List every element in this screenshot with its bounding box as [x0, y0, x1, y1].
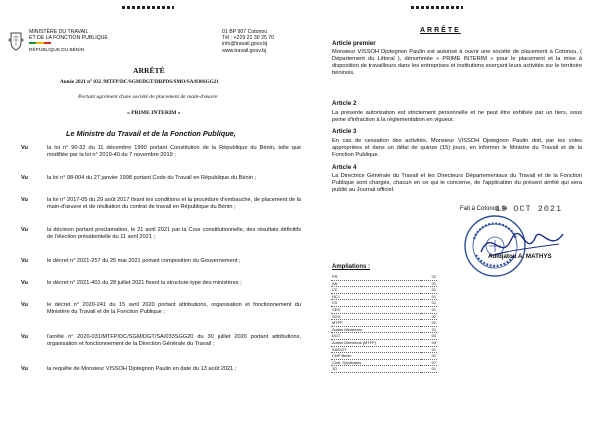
- ampliation-recipient: JO: [331, 366, 421, 373]
- ampliation-recipient: SGG: [331, 313, 421, 320]
- ampliation-row: [331, 293, 437, 300]
- decree-number: Année 2021 n° 032 /MTFP/DC/SGM/DGT/DRPDS/SMO/SA/030SGG21: [60, 79, 219, 85]
- ampliation-recipient: CC: [331, 287, 421, 294]
- ampliation-count: 04: [421, 339, 437, 346]
- ampliation-count: 02: [421, 353, 437, 360]
- consideration-text: la loi n° 90-32 du 11 décembre 1990 portant Constitution de la République du Bénin, telle que modifiée par la loi n° 2019-40 du 7 novembre 2019 ;: [47, 145, 301, 158]
- ampliation-recipient: HCJ: [331, 293, 421, 300]
- flag-stripe-icon: [29, 42, 51, 44]
- consideration-label: Vu: [21, 366, 28, 372]
- ampliations-table: [331, 274, 437, 373]
- ampliation-recipient: Autres Directions (MTFP): [331, 339, 421, 346]
- ampliation-count: 21: [421, 326, 437, 333]
- consideration-item: [21, 227, 301, 241]
- ampliation-row: [331, 339, 437, 346]
- consideration-item: [21, 145, 301, 159]
- consideration-label: Vu: [21, 280, 28, 286]
- contact-website: www.travail.gouv.bj: [222, 47, 267, 54]
- ampliation-row: [331, 280, 437, 287]
- consideration-item: [21, 366, 301, 373]
- contact-block: [222, 29, 274, 54]
- ampliation-count: 02: [421, 320, 437, 327]
- ampliation-recipient: Conf. Syndicales: [331, 359, 421, 366]
- article-heading: Article 4: [332, 164, 357, 171]
- consideration-item: [21, 258, 301, 265]
- consideration-text: la loi n° 2017-05 du 29 août 2017 fixant les conditions et la procédure d'embauche, de placement de la main-d'œuvre et de résiliation du contrat de travail en République du Bénin ;: [47, 197, 301, 210]
- ampliation-count: 07: [421, 359, 437, 366]
- article-text: Monsieur VISSOH Djotegnon Paulin est autorisé à ouvrir une société de placement à Cotonou, ( Département du Littoral ), dénommée « PRIME INTERIM » pour le placement et la mise à disposition de travailleurs dans les entreprises et institutions exerçant leurs activités sur le territoire béninois.: [332, 49, 582, 76]
- ampliation-row: [331, 300, 437, 307]
- article-text: La présente autorisation est strictement personnelle et ne peut être exhibée par un tiers, sous peine d'infraction à la réglementation en vigueur.: [332, 110, 582, 123]
- consideration-label: Vu: [21, 227, 28, 233]
- ampliation-row: [331, 359, 437, 366]
- ampliation-recipient: AN: [331, 280, 421, 287]
- ampliation-count: 01: [421, 293, 437, 300]
- consideration-item: [21, 280, 301, 287]
- consideration-item: [21, 175, 301, 182]
- consideration-text: le décret n° 2021-257 du 25 mai 2021 portant composition du Gouvernement ;: [47, 258, 241, 264]
- ampliation-count: 04: [421, 333, 437, 340]
- consideration-item: [21, 302, 301, 316]
- signature-place: Fait à Cotonou, le: [460, 206, 508, 212]
- company-label: « PRIME INTERIM »: [127, 110, 181, 116]
- consideration-text: le décret n° 2020-241 du 15 avril 2020 portant attributions, organisation et fonctionnement du Ministère du Travail et de la Fonction Publique ;: [47, 302, 301, 315]
- article-text: La Directrice Générale du Travail et les Directeurs Départementaux du Travail et de la Fonction Publique sont chargés, chacun en ce qui le concerne, de l'application du présent arrêté qui sera publié au Journal officiel.: [332, 173, 582, 193]
- ampliation-row: [331, 366, 437, 373]
- ampliation-count: 01: [421, 306, 437, 313]
- consideration-item: [21, 334, 301, 348]
- contact-email: info@travail.gouv.bj: [222, 41, 268, 48]
- article-text: En cas de cessation des activités, Monsieur VISSOH Djotegnon Paulin doit, par les voies appropriées et dans un délai de quinze (15) jours, en informer le Ministre du Travail et de la Fonction Publique.: [332, 138, 582, 158]
- consideration-label: Vu: [21, 258, 28, 264]
- signer-name: Adidjatou A. MATHYS: [488, 253, 552, 260]
- consideration-label: Vu: [21, 197, 28, 203]
- ampliation-row: [331, 353, 437, 360]
- ampliation-recipient: CS: [331, 300, 421, 307]
- consideration-text: la requête de Monsieur VISSOH Djotegnon Paulin en date du 13 août 2021 ;: [47, 366, 237, 372]
- flag-red: [44, 42, 51, 44]
- ampliation-recipient: MTFP: [331, 320, 421, 327]
- ampliation-row: [331, 320, 437, 327]
- handwritten-signature-icon: [471, 222, 571, 272]
- ampliation-row: [331, 287, 437, 294]
- article-heading: Article 3: [332, 128, 357, 135]
- ampliation-row: [331, 306, 437, 313]
- consideration-text: le décret n° 2021-401 du 28 juillet 2021 fixant la structure-type des ministères ;: [47, 280, 242, 286]
- ampliation-count: 01: [421, 346, 437, 353]
- ampliation-count: 02: [421, 274, 437, 280]
- date-stamp: 19 OCT 2021: [495, 204, 563, 214]
- ampliation-row: [331, 313, 437, 320]
- ampliation-recipient: Autres Ministères: [331, 326, 421, 333]
- scan-top-bar-right: [411, 6, 463, 9]
- ampliation-count: 01: [421, 280, 437, 287]
- ampliation-row: [331, 346, 437, 353]
- decree-subtitle: Portant agrément d'une société de placement de main-d'œuvre: [78, 94, 218, 100]
- consideration-label: Vu: [21, 302, 28, 308]
- ampliation-count: 01: [421, 366, 437, 373]
- consideration-label: Vu: [21, 334, 28, 340]
- consideration-text: la loi n° 98-004 du 27 janvier 1998 portant Code du Travail en République du Bénin ;: [47, 175, 257, 181]
- contact-address: 01 BP 907 Cotonou: [222, 29, 268, 35]
- scan-top-bar-left: [122, 6, 174, 9]
- ampliation-recipient: SA/DGT: [331, 346, 421, 353]
- decree-heading: ARRÊTÉ: [133, 66, 165, 75]
- consideration-label: Vu: [21, 175, 28, 181]
- authority-line: Le Ministre du Travail et de la Fonction Publique,: [66, 129, 236, 138]
- ampliation-recipient: CNP-Bénin: [331, 353, 421, 360]
- ministry-line-2: ET DE LA FONCTION PUBLIQUE: [29, 35, 108, 42]
- ampliation-recipient: PR: [331, 274, 421, 280]
- ampliation-row: [331, 326, 437, 333]
- article-heading: Article 2: [332, 100, 357, 107]
- consideration-text: la décision portant proclamation, le 21 avril 2021 par la Cour constitutionnelle, des résultats définitifs de l'élection présidentielle du 11 avril 2021 ;: [47, 227, 301, 240]
- ampliation-count: 02: [421, 313, 437, 320]
- flag-yellow: [36, 42, 43, 44]
- coat-of-arms-icon: [8, 30, 24, 52]
- ampliation-row: [331, 333, 437, 340]
- country-name: RÉPUBLIQUE DU BÉNIN: [29, 48, 85, 54]
- ampliation-count: 01: [421, 300, 437, 307]
- ampliation-recipient: CES: [331, 306, 421, 313]
- ampliations-title: Ampliations :: [332, 264, 371, 270]
- ampliation-count: 01: [421, 287, 437, 294]
- contact-phone: Tél : +229 21 30 25 70: [222, 35, 275, 42]
- article-heading: Article premier: [332, 40, 376, 47]
- consideration-label: Vu: [21, 145, 28, 151]
- flag-green: [29, 42, 36, 44]
- consideration-item: [21, 197, 301, 211]
- ampliation-recipient: DGT: [331, 333, 421, 340]
- ministry-line-1: MINISTÈRE DU TRAVAIL: [29, 29, 89, 35]
- arrete-title: ARRÊTE: [420, 27, 461, 34]
- consideration-text: l'arrêté n° 2020-031/MTFP/DC/SGM/DGT/SA/033SGG20 du 30 juillet 2020 portant attributions, organisation et fonctionnement de la Direction Générale du Travail ;: [47, 334, 301, 347]
